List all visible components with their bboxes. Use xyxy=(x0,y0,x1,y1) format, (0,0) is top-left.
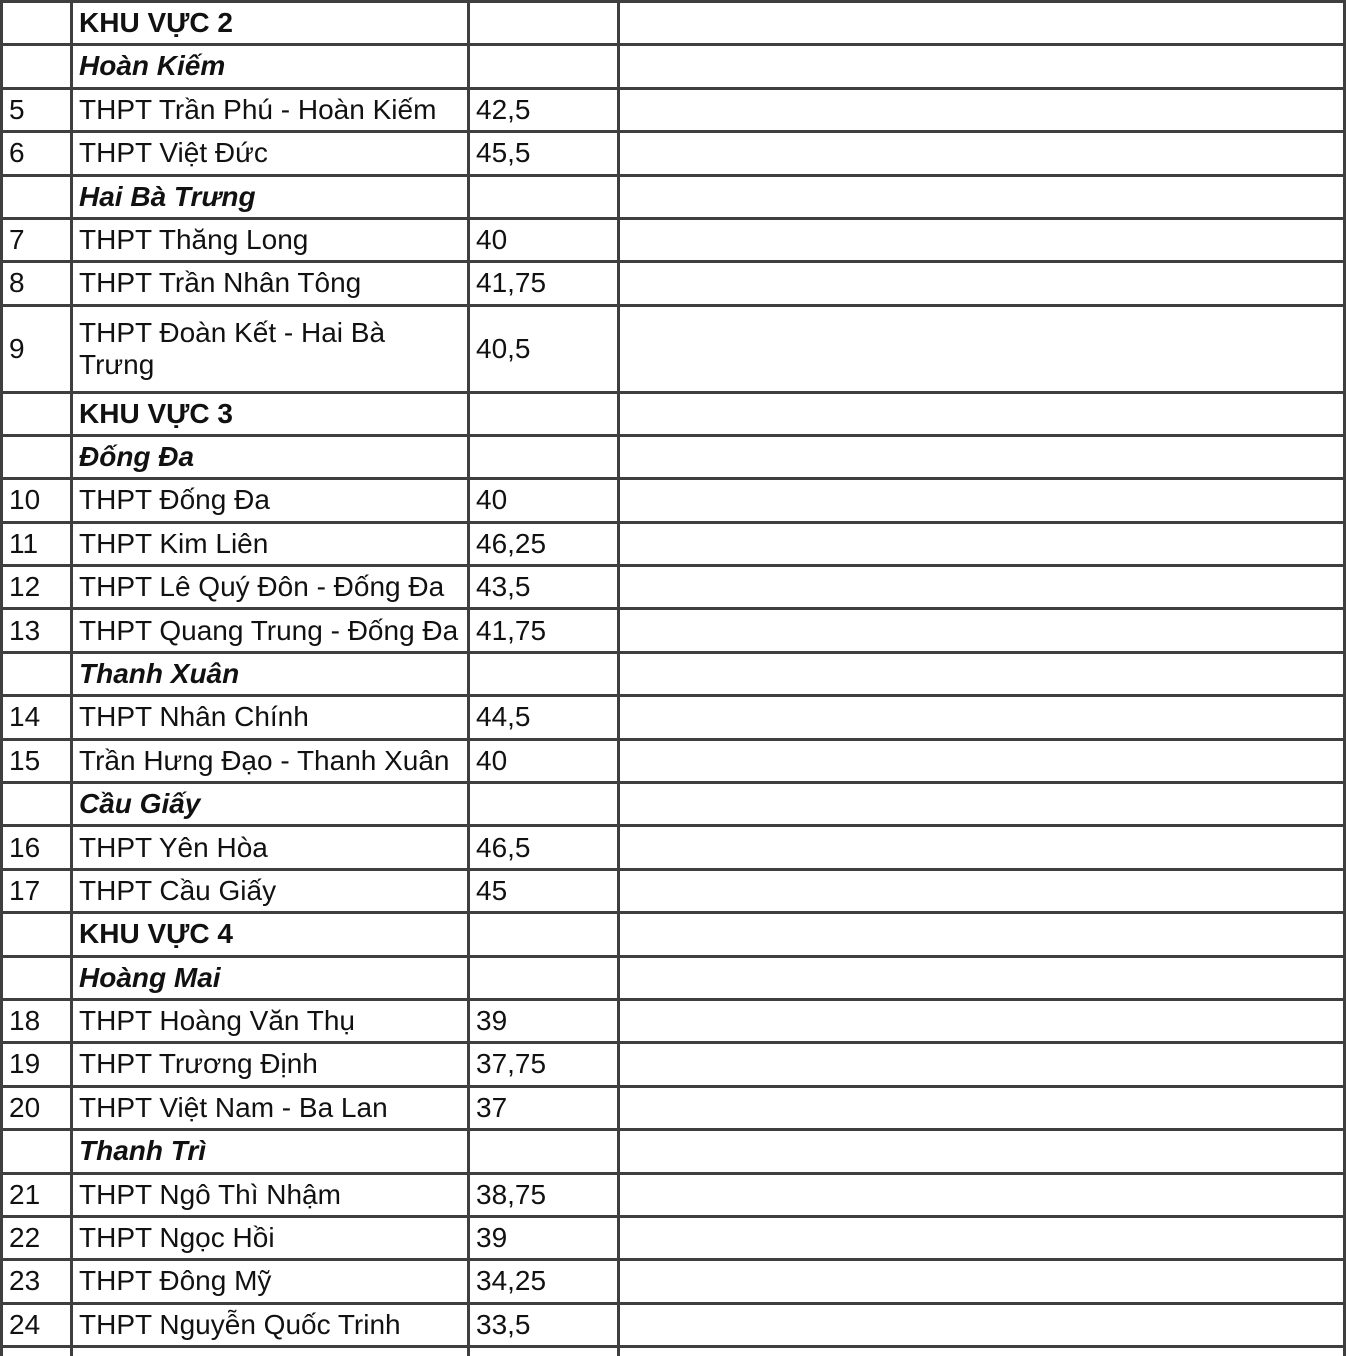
school-name-cell: THPT Yên Hòa xyxy=(72,826,469,869)
row-number-cell: 14 xyxy=(2,696,72,739)
empty-notes-cell xyxy=(619,1130,1345,1173)
school-name-cell: THPT Ngọc Hồi xyxy=(72,1216,469,1259)
school-name-cell: THPT Trương Định xyxy=(72,1043,469,1086)
row-number-cell xyxy=(2,783,72,826)
cropped-stub-cell xyxy=(72,1347,469,1356)
cropped-stub-cell xyxy=(619,1347,1345,1356)
school-name-cell: THPT Thăng Long xyxy=(72,218,469,261)
empty-notes-cell xyxy=(619,392,1345,435)
district-header-cell: Đống Đa xyxy=(72,435,469,478)
score-cell: 37 xyxy=(469,1086,619,1129)
school-name-cell: THPT Đông Mỹ xyxy=(72,1260,469,1303)
school-row xyxy=(2,522,1345,565)
empty-notes-cell xyxy=(619,305,1345,392)
school-name-cell: THPT Đoàn Kết - Hai Bà Trưng xyxy=(72,305,469,392)
row-number-cell: 19 xyxy=(2,1043,72,1086)
empty-notes-cell xyxy=(619,479,1345,522)
empty-notes-cell xyxy=(619,522,1345,565)
row-number-cell xyxy=(2,435,72,478)
row-number-cell: 21 xyxy=(2,1173,72,1216)
score-cell xyxy=(469,2,619,45)
school-row xyxy=(2,1086,1345,1129)
school-name-cell: THPT Cầu Giấy xyxy=(72,869,469,912)
empty-notes-cell xyxy=(619,1303,1345,1346)
empty-notes-cell xyxy=(619,1260,1345,1303)
district-header-row xyxy=(2,783,1345,826)
school-name-cell: THPT Việt Đức xyxy=(72,132,469,175)
row-number-cell xyxy=(2,45,72,88)
empty-notes-cell xyxy=(619,913,1345,956)
school-row xyxy=(2,1000,1345,1043)
score-cell: 39 xyxy=(469,1216,619,1259)
row-number-cell xyxy=(2,392,72,435)
score-cell xyxy=(469,435,619,478)
district-header-cell: Cầu Giấy xyxy=(72,783,469,826)
empty-notes-cell xyxy=(619,696,1345,739)
row-number-cell xyxy=(2,175,72,218)
score-cell: 46,25 xyxy=(469,522,619,565)
school-row xyxy=(2,826,1345,869)
row-number-cell: 18 xyxy=(2,1000,72,1043)
school-row xyxy=(2,1260,1345,1303)
school-name-cell: THPT Trần Nhân Tông xyxy=(72,262,469,305)
school-name-cell: THPT Trần Phú - Hoàn Kiếm xyxy=(72,88,469,131)
school-row xyxy=(2,696,1345,739)
score-cell: 46,5 xyxy=(469,826,619,869)
school-name-cell: THPT Việt Nam - Ba Lan xyxy=(72,1086,469,1129)
school-row xyxy=(2,88,1345,131)
school-row xyxy=(2,218,1345,261)
score-cell: 38,75 xyxy=(469,1173,619,1216)
row-number-cell: 8 xyxy=(2,262,72,305)
region-header-cell: KHU VỰC 2 xyxy=(72,2,469,45)
region-header-row xyxy=(2,392,1345,435)
row-number-cell: 20 xyxy=(2,1086,72,1129)
row-number-cell: 10 xyxy=(2,479,72,522)
row-number-cell: 17 xyxy=(2,869,72,912)
school-row xyxy=(2,305,1345,392)
school-name-cell: THPT Ngô Thì Nhậm xyxy=(72,1173,469,1216)
score-cell xyxy=(469,652,619,695)
score-cell: 40 xyxy=(469,218,619,261)
score-cell xyxy=(469,1130,619,1173)
score-cell: 37,75 xyxy=(469,1043,619,1086)
empty-notes-cell xyxy=(619,1000,1345,1043)
empty-notes-cell xyxy=(619,175,1345,218)
cutoff-scores-table-body xyxy=(2,0,1345,1356)
school-row xyxy=(2,262,1345,305)
school-row xyxy=(2,739,1345,782)
school-name-cell: THPT Lê Quý Đôn - Đống Đa xyxy=(72,566,469,609)
school-row xyxy=(2,1173,1345,1216)
cropped-row-stub-bottom xyxy=(2,1347,1345,1356)
district-header-cell: Hoàng Mai xyxy=(72,956,469,999)
empty-notes-cell xyxy=(619,826,1345,869)
score-cell: 45 xyxy=(469,869,619,912)
score-cell: 40 xyxy=(469,739,619,782)
score-cell: 41,75 xyxy=(469,262,619,305)
empty-notes-cell xyxy=(619,218,1345,261)
region-header-cell: KHU VỰC 3 xyxy=(72,392,469,435)
score-cell: 44,5 xyxy=(469,696,619,739)
empty-notes-cell xyxy=(619,609,1345,652)
school-row xyxy=(2,132,1345,175)
score-cell xyxy=(469,175,619,218)
school-name-cell: THPT Nguyễn Quốc Trinh xyxy=(72,1303,469,1346)
row-number-cell: 5 xyxy=(2,88,72,131)
score-cell xyxy=(469,45,619,88)
school-row xyxy=(2,1303,1345,1346)
region-header-row xyxy=(2,2,1345,45)
row-number-cell xyxy=(2,913,72,956)
score-cell xyxy=(469,392,619,435)
school-row xyxy=(2,479,1345,522)
row-number-cell xyxy=(2,1130,72,1173)
school-name-cell: THPT Quang Trung - Đống Đa xyxy=(72,609,469,652)
school-name-cell: THPT Kim Liên xyxy=(72,522,469,565)
row-number-cell: 22 xyxy=(2,1216,72,1259)
score-cell: 42,5 xyxy=(469,88,619,131)
empty-notes-cell xyxy=(619,45,1345,88)
empty-notes-cell xyxy=(619,262,1345,305)
region-header-row xyxy=(2,913,1345,956)
row-number-cell: 16 xyxy=(2,826,72,869)
district-header-row xyxy=(2,45,1345,88)
district-header-row xyxy=(2,435,1345,478)
district-header-cell: Thanh Xuân xyxy=(72,652,469,695)
district-header-cell: Thanh Trì xyxy=(72,1130,469,1173)
empty-notes-cell xyxy=(619,956,1345,999)
school-name-cell: THPT Đống Đa xyxy=(72,479,469,522)
score-cell: 39 xyxy=(469,1000,619,1043)
empty-notes-cell xyxy=(619,1216,1345,1259)
empty-notes-cell xyxy=(619,1086,1345,1129)
row-number-cell: 13 xyxy=(2,609,72,652)
district-header-row xyxy=(2,956,1345,999)
row-number-cell xyxy=(2,652,72,695)
empty-notes-cell xyxy=(619,869,1345,912)
score-cell: 33,5 xyxy=(469,1303,619,1346)
school-row xyxy=(2,609,1345,652)
school-name-cell: THPT Nhân Chính xyxy=(72,696,469,739)
empty-notes-cell xyxy=(619,1173,1345,1216)
row-number-cell: 12 xyxy=(2,566,72,609)
empty-notes-cell xyxy=(619,435,1345,478)
row-number-cell: 9 xyxy=(2,305,72,392)
score-cell xyxy=(469,913,619,956)
score-cell xyxy=(469,783,619,826)
empty-notes-cell xyxy=(619,88,1345,131)
school-row xyxy=(2,869,1345,912)
row-number-cell: 15 xyxy=(2,739,72,782)
empty-notes-cell xyxy=(619,1043,1345,1086)
district-header-row xyxy=(2,175,1345,218)
score-cell: 40,5 xyxy=(469,305,619,392)
empty-notes-cell xyxy=(619,2,1345,45)
district-header-row xyxy=(2,652,1345,695)
score-cell: 41,75 xyxy=(469,609,619,652)
region-header-cell: KHU VỰC 4 xyxy=(72,913,469,956)
empty-notes-cell xyxy=(619,132,1345,175)
score-cell: 43,5 xyxy=(469,566,619,609)
school-row xyxy=(2,1216,1345,1259)
district-header-cell: Hoàn Kiếm xyxy=(72,45,469,88)
cropped-stub-cell xyxy=(469,1347,619,1356)
score-cell: 45,5 xyxy=(469,132,619,175)
row-number-cell xyxy=(2,2,72,45)
school-row xyxy=(2,1043,1345,1086)
row-number-cell: 7 xyxy=(2,218,72,261)
empty-notes-cell xyxy=(619,652,1345,695)
district-header-cell: Hai Bà Trưng xyxy=(72,175,469,218)
school-row xyxy=(2,566,1345,609)
row-number-cell: 23 xyxy=(2,1260,72,1303)
row-number-cell: 6 xyxy=(2,132,72,175)
empty-notes-cell xyxy=(619,566,1345,609)
score-cell: 40 xyxy=(469,479,619,522)
score-cell: 34,25 xyxy=(469,1260,619,1303)
row-number-cell: 11 xyxy=(2,522,72,565)
empty-notes-cell xyxy=(619,739,1345,782)
row-number-cell: 24 xyxy=(2,1303,72,1346)
school-name-cell: Trần Hưng Đạo - Thanh Xuân xyxy=(72,739,469,782)
empty-notes-cell xyxy=(619,783,1345,826)
score-cell xyxy=(469,956,619,999)
school-name-cell: THPT Hoàng Văn Thụ xyxy=(72,1000,469,1043)
district-header-row xyxy=(2,1130,1345,1173)
cropped-stub-cell xyxy=(2,1347,72,1356)
row-number-cell xyxy=(2,956,72,999)
